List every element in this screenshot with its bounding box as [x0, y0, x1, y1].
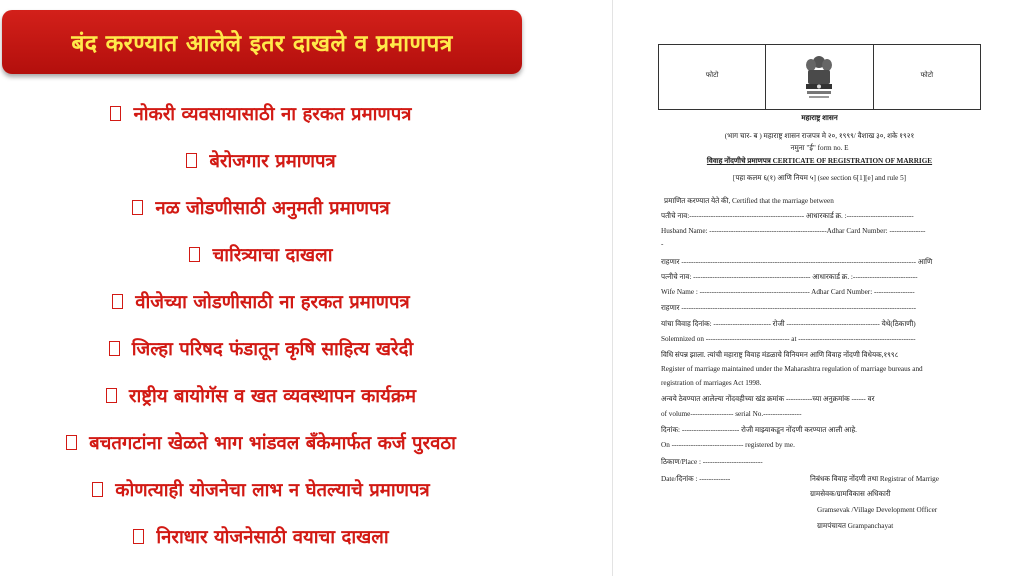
checkbox-icon [92, 482, 103, 497]
list-item-label: वीजेच्या जोडणीसाठी ना हरकत प्रमाणपत्र [135, 292, 410, 313]
list-item [0, 466, 522, 513]
title-banner [2, 10, 522, 74]
signature-line: ग्रामपंचायत Grampanchayat [817, 522, 894, 530]
checkbox-icon [189, 247, 200, 262]
form-line: पतीचे नाव:------------------------------------------------ आधारकार्ड क्र. :---------------------------- [661, 212, 914, 220]
form-line: यांचा विवाह दिनांक: ------------------------ रोजी --------------------------------------- येथे(ठिकाणी) [661, 320, 916, 328]
form-line: विधि संपन्न झाला. त्यांची महाराष्ट्र विवाह मंडळाचे विनियमन आणि विवाह नोंदणी विधेयक,१९९८ [661, 351, 899, 359]
list-item [0, 90, 522, 137]
photo-label: फोटो [705, 71, 719, 79]
form-line: पत्नीचे नाव: ------------------------------------------------- आधारकार्ड क्र. :--------------------------- [661, 273, 918, 281]
checkbox-icon [133, 529, 144, 544]
national-emblem-icon [802, 53, 836, 103]
section-reference: [पहा कलम ६(१) आणि नियम ५] (see section 6[1][e] and rule 5] [732, 174, 907, 182]
form-line: Husband Name: -------------------------------------------------Adhar Card Number: --------------- [661, 227, 926, 235]
list-item-label: राष्ट्रीय बायोगॅस व खत व्यवस्थापन कार्यक्रम [128, 386, 417, 407]
checkbox-icon [109, 341, 120, 356]
checkbox-icon [186, 153, 197, 168]
list-item [0, 372, 522, 419]
certificate-title: विवाह नोंदणीचे प्रमाणपत्र CERTICATE OF REGISTRATION OF MARRIGE [706, 157, 933, 165]
form-line: राहणार -------------------------------------------------------------------------------------------------- आणि [661, 258, 933, 266]
marriage-certificate-form [652, 0, 987, 576]
form-number: नमुना "ई" form no. E [790, 144, 849, 152]
form-line: राहणार -------------------------------------------------------------------------------------------------- [661, 304, 916, 312]
date-field: Date/दिनांक : ------------- [661, 475, 731, 483]
form-line: Register of marriage maintained under the Maharashtra regulation of marriage bureaus and [661, 365, 923, 373]
photo-box-right [874, 45, 980, 109]
list-item [0, 278, 522, 325]
gazette-line: (भाग चार- ब ) महाराष्ट्र शासन राजपत्र मे २०, १९९९/ वैशाख ३०, शके १९२१ [724, 132, 915, 140]
list-item-label: चारित्र्याचा दाखला [212, 245, 333, 266]
photo-header-table [658, 44, 981, 110]
signature-line: निबंधक विवाह नोंदणी तथा Registrar of Marrige [810, 475, 939, 483]
checkbox-icon [106, 388, 117, 403]
list-item-label: बचतगटांना खेळते भाग भांडवल बॅंकेमार्फत कर्ज पुरवठा [89, 433, 456, 454]
list-item [0, 325, 522, 372]
list-item-label: बेरोजगार प्रमाणपत्र [209, 151, 336, 172]
form-line: Wife Name : ---------------------------------------------- Adhar Card Number: ----------------- [661, 288, 915, 296]
checkbox-icon [112, 294, 123, 309]
list-item [0, 184, 522, 231]
photo-label: फोटो [920, 71, 934, 79]
list-item-label: नोकरी व्यवसायासाठी ना हरकत प्रमाणपत्र [133, 104, 412, 125]
list-item [0, 419, 522, 466]
panel-divider [612, 0, 613, 576]
form-line: registration of marriages Act 1998. [661, 379, 762, 387]
banner-title: बंद करण्यात आलेले इतर दाखले व प्रमाणपत्र [71, 31, 453, 57]
photo-box-left [659, 45, 766, 109]
list-item-label: नळ जोडणीसाठी अनुमती प्रमाणपत्र [155, 198, 390, 219]
list-item-label: जिल्हा परिषद फंडातून कृषि साहित्य खरेदी [131, 339, 414, 360]
emblem-cell [766, 45, 873, 109]
list-item [0, 513, 522, 560]
signature-line: ग्रामसेवक/ग्रामविकास अधिकारी [810, 490, 891, 498]
form-line: दिनांक: ------------------------ रोजी माझ्याकडून नोंदणी करण्यात आली आहे. [661, 426, 857, 434]
form-line: Solemnized on ----------------------------------- at ------------------------------------------------- [661, 335, 916, 343]
form-line: अन्वये ठेवण्यात आलेल्या नोंदवहीच्या खंड क्रमांक -----------च्या अनुक्रमांक ------ वर [661, 395, 875, 403]
signature-line: Gramsevak /Village Development Officer [817, 506, 938, 514]
list-item-label: निराधार योजनेसाठी वयाचा दाखला [156, 527, 389, 548]
form-line: On ------------------------------ registered by me. [661, 441, 795, 449]
form-line: - [661, 240, 664, 248]
form-line: of volume------------------ serial No.---------------- [661, 410, 802, 418]
checkbox-icon [132, 200, 143, 215]
certificate-list [0, 90, 522, 560]
list-item [0, 231, 522, 278]
checkbox-icon [66, 435, 77, 450]
list-item [0, 137, 522, 184]
govt-heading: महाराष्ट्र शासन [801, 114, 838, 122]
list-item-label: कोणत्याही योजनेचा लाभ न घेतल्याचे प्रमाणपत्र [115, 480, 430, 501]
form-line: प्रमाणित करण्यात येते की, Certified that the marriage between [664, 197, 834, 205]
checkbox-icon [110, 106, 121, 121]
form-line: ठिकाण/Place : ------------------------- [661, 458, 763, 466]
